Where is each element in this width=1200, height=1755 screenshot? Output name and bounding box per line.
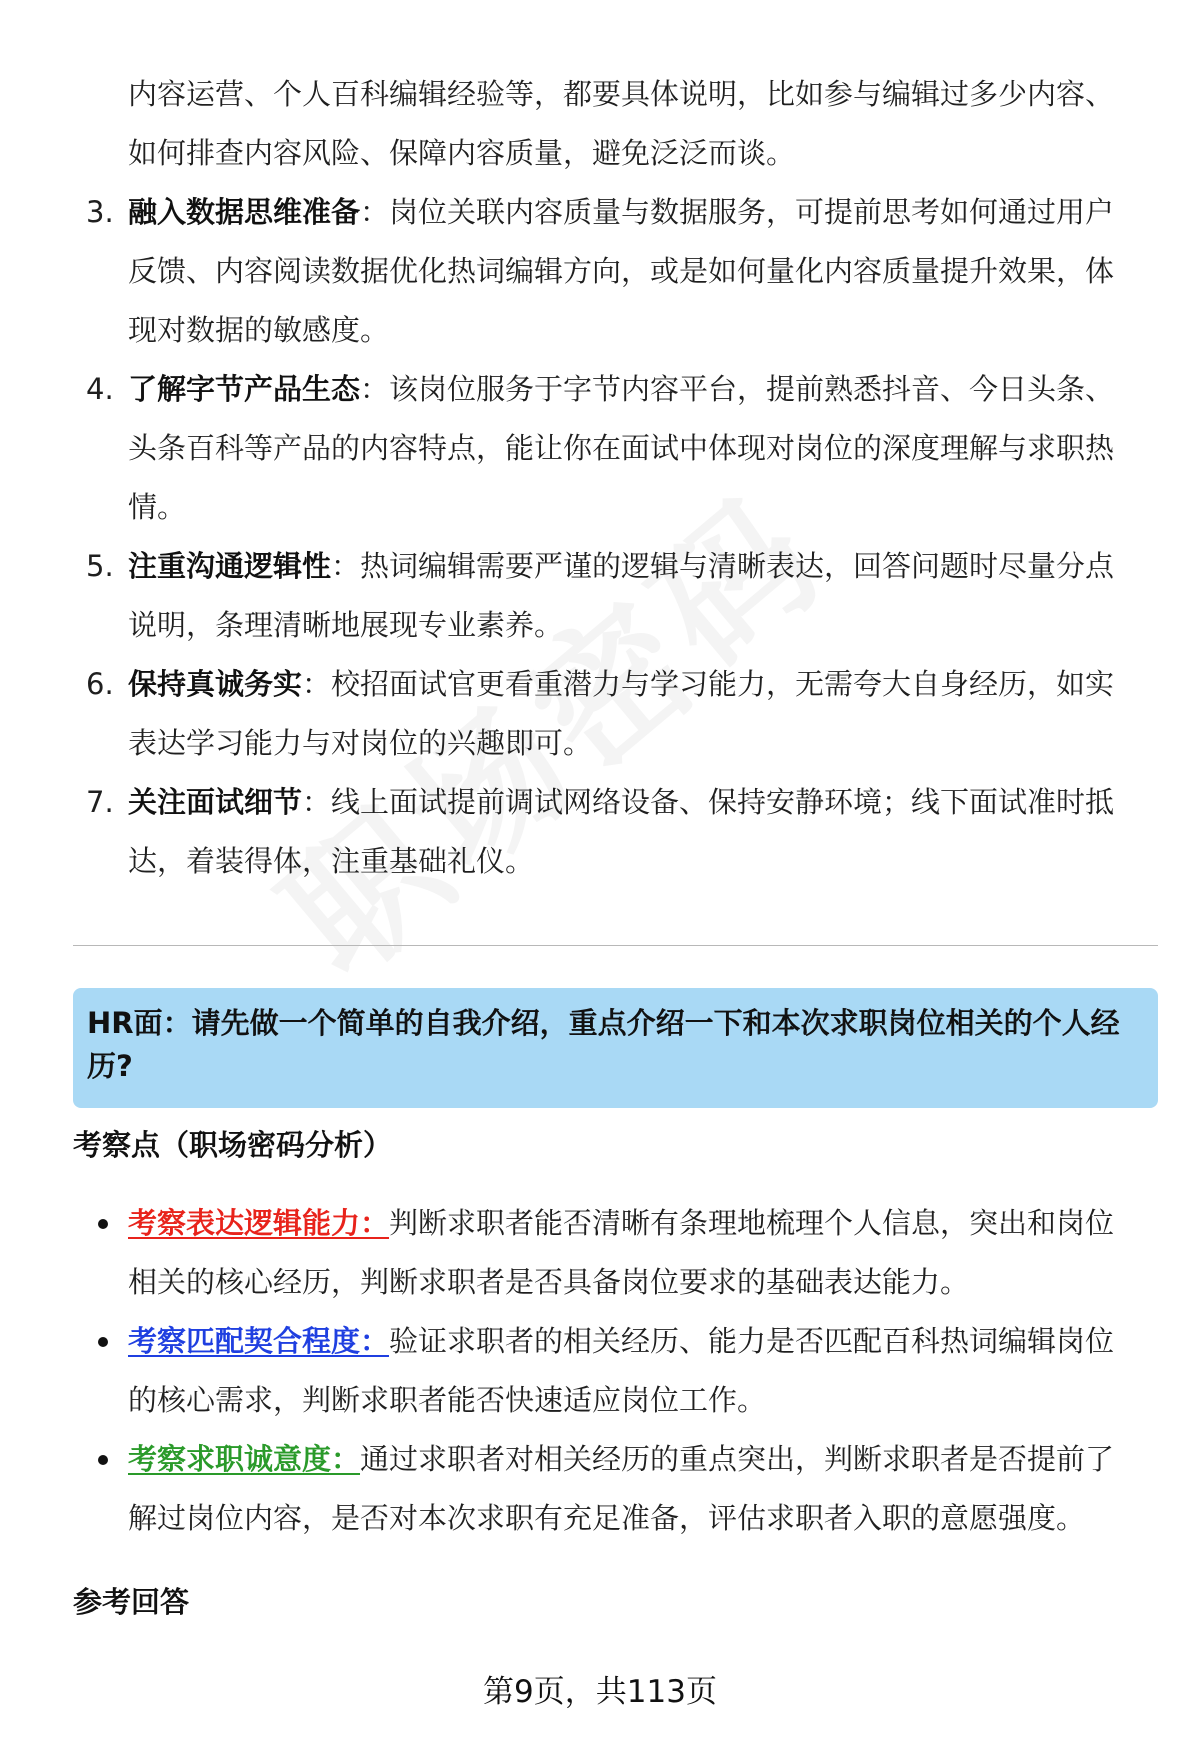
assessment-label: 考察匹配契合程度： bbox=[128, 1324, 390, 1358]
item-title: 注重沟通逻辑性 bbox=[128, 549, 332, 583]
item-number: 3. bbox=[86, 195, 114, 229]
item-title: 保持真诚务实 bbox=[128, 667, 303, 701]
list-item bbox=[0, 183, 1200, 360]
bullet-dot-icon bbox=[98, 1219, 108, 1229]
list-item bbox=[0, 773, 1200, 891]
assessment-list bbox=[0, 1194, 1200, 1548]
list-item bbox=[0, 537, 1200, 655]
item-number: 5. bbox=[86, 549, 114, 583]
continuation-paragraph: 内容运营、个人百科编辑经验等，都要具体说明，比如参与编辑过多少内容、如何排查内容风险、保障内容质量，避免泛泛而谈。 bbox=[128, 77, 1115, 170]
question-text: HR面：请先做一个简单的自我介绍，重点介绍一下和本次求职岗位相关的个人经历? bbox=[87, 1006, 1120, 1083]
bullet-dot-icon bbox=[98, 1337, 108, 1347]
item-title: 了解字节产品生态 bbox=[128, 372, 361, 406]
list-item bbox=[0, 360, 1200, 537]
list-item bbox=[0, 655, 1200, 773]
section-divider bbox=[73, 945, 1158, 946]
item-number: 4. bbox=[86, 372, 114, 406]
list-item bbox=[0, 1430, 1200, 1548]
item-body: ：岗位关联内容质量与数据服务，可提前思考如何通过用户反馈、内容阅读数据优化热词编辑方向，或是如何量化内容质量提升效果，体现对数据的敏感度。 bbox=[128, 195, 1115, 347]
list-item bbox=[0, 1194, 1200, 1312]
assessment-body: 通过求职者对相关经历的重点突出，判断求职者是否提前了解过岗位内容，是否对本次求职有充足准备，评估求职者入职的意愿强度。 bbox=[128, 1442, 1115, 1535]
item-title: 关注面试细节 bbox=[128, 785, 303, 819]
item-body: ：线上面试提前调试网络设备、保持安静环境；线下面试准时抵达，着装得体，注重基础礼仪。 bbox=[128, 785, 1115, 878]
item-title: 融入数据思维准备 bbox=[128, 195, 361, 229]
assessment-label: 考察表达逻辑能力： bbox=[128, 1206, 390, 1240]
assessment-body: 验证求职者的相关经历、能力是否匹配百科热词编辑岗位的核心需求，判断求职者能否快速适应岗位工作。 bbox=[128, 1324, 1115, 1417]
item-number: 6. bbox=[86, 667, 114, 701]
page-footer: 第9页，共113页 bbox=[483, 1674, 717, 1710]
tips-list bbox=[0, 183, 1200, 891]
assessment-body: 判断求职者能否清晰有条理地梳理个人信息，突出和岗位相关的核心经历，判断求职者是否具备岗位要求的基础表达能力。 bbox=[128, 1206, 1115, 1299]
assessment-heading: 考察点（职场密码分析） bbox=[73, 1128, 393, 1162]
bullet-dot-icon bbox=[98, 1455, 108, 1465]
assessment-label: 考察求职诚意度： bbox=[128, 1442, 361, 1476]
list-item bbox=[0, 1312, 1200, 1430]
question-box bbox=[73, 988, 1158, 1108]
item-body: ：校招面试官更看重潜力与学习能力，无需夸大自身经历，如实表达学习能力与对岗位的兴趣即可。 bbox=[128, 667, 1115, 760]
item-number: 7. bbox=[86, 785, 114, 819]
reference-answer-heading: 参考回答 bbox=[73, 1585, 190, 1619]
item-body: ：热词编辑需要严谨的逻辑与清晰表达，回答问题时尽量分点说明，条理清晰地展现专业素养。 bbox=[128, 549, 1115, 642]
item-body: ：该岗位服务于字节内容平台，提前熟悉抖音、今日头条、头条百科等产品的内容特点，能让你在面试中体现对岗位的深度理解与求职热情。 bbox=[128, 372, 1115, 524]
